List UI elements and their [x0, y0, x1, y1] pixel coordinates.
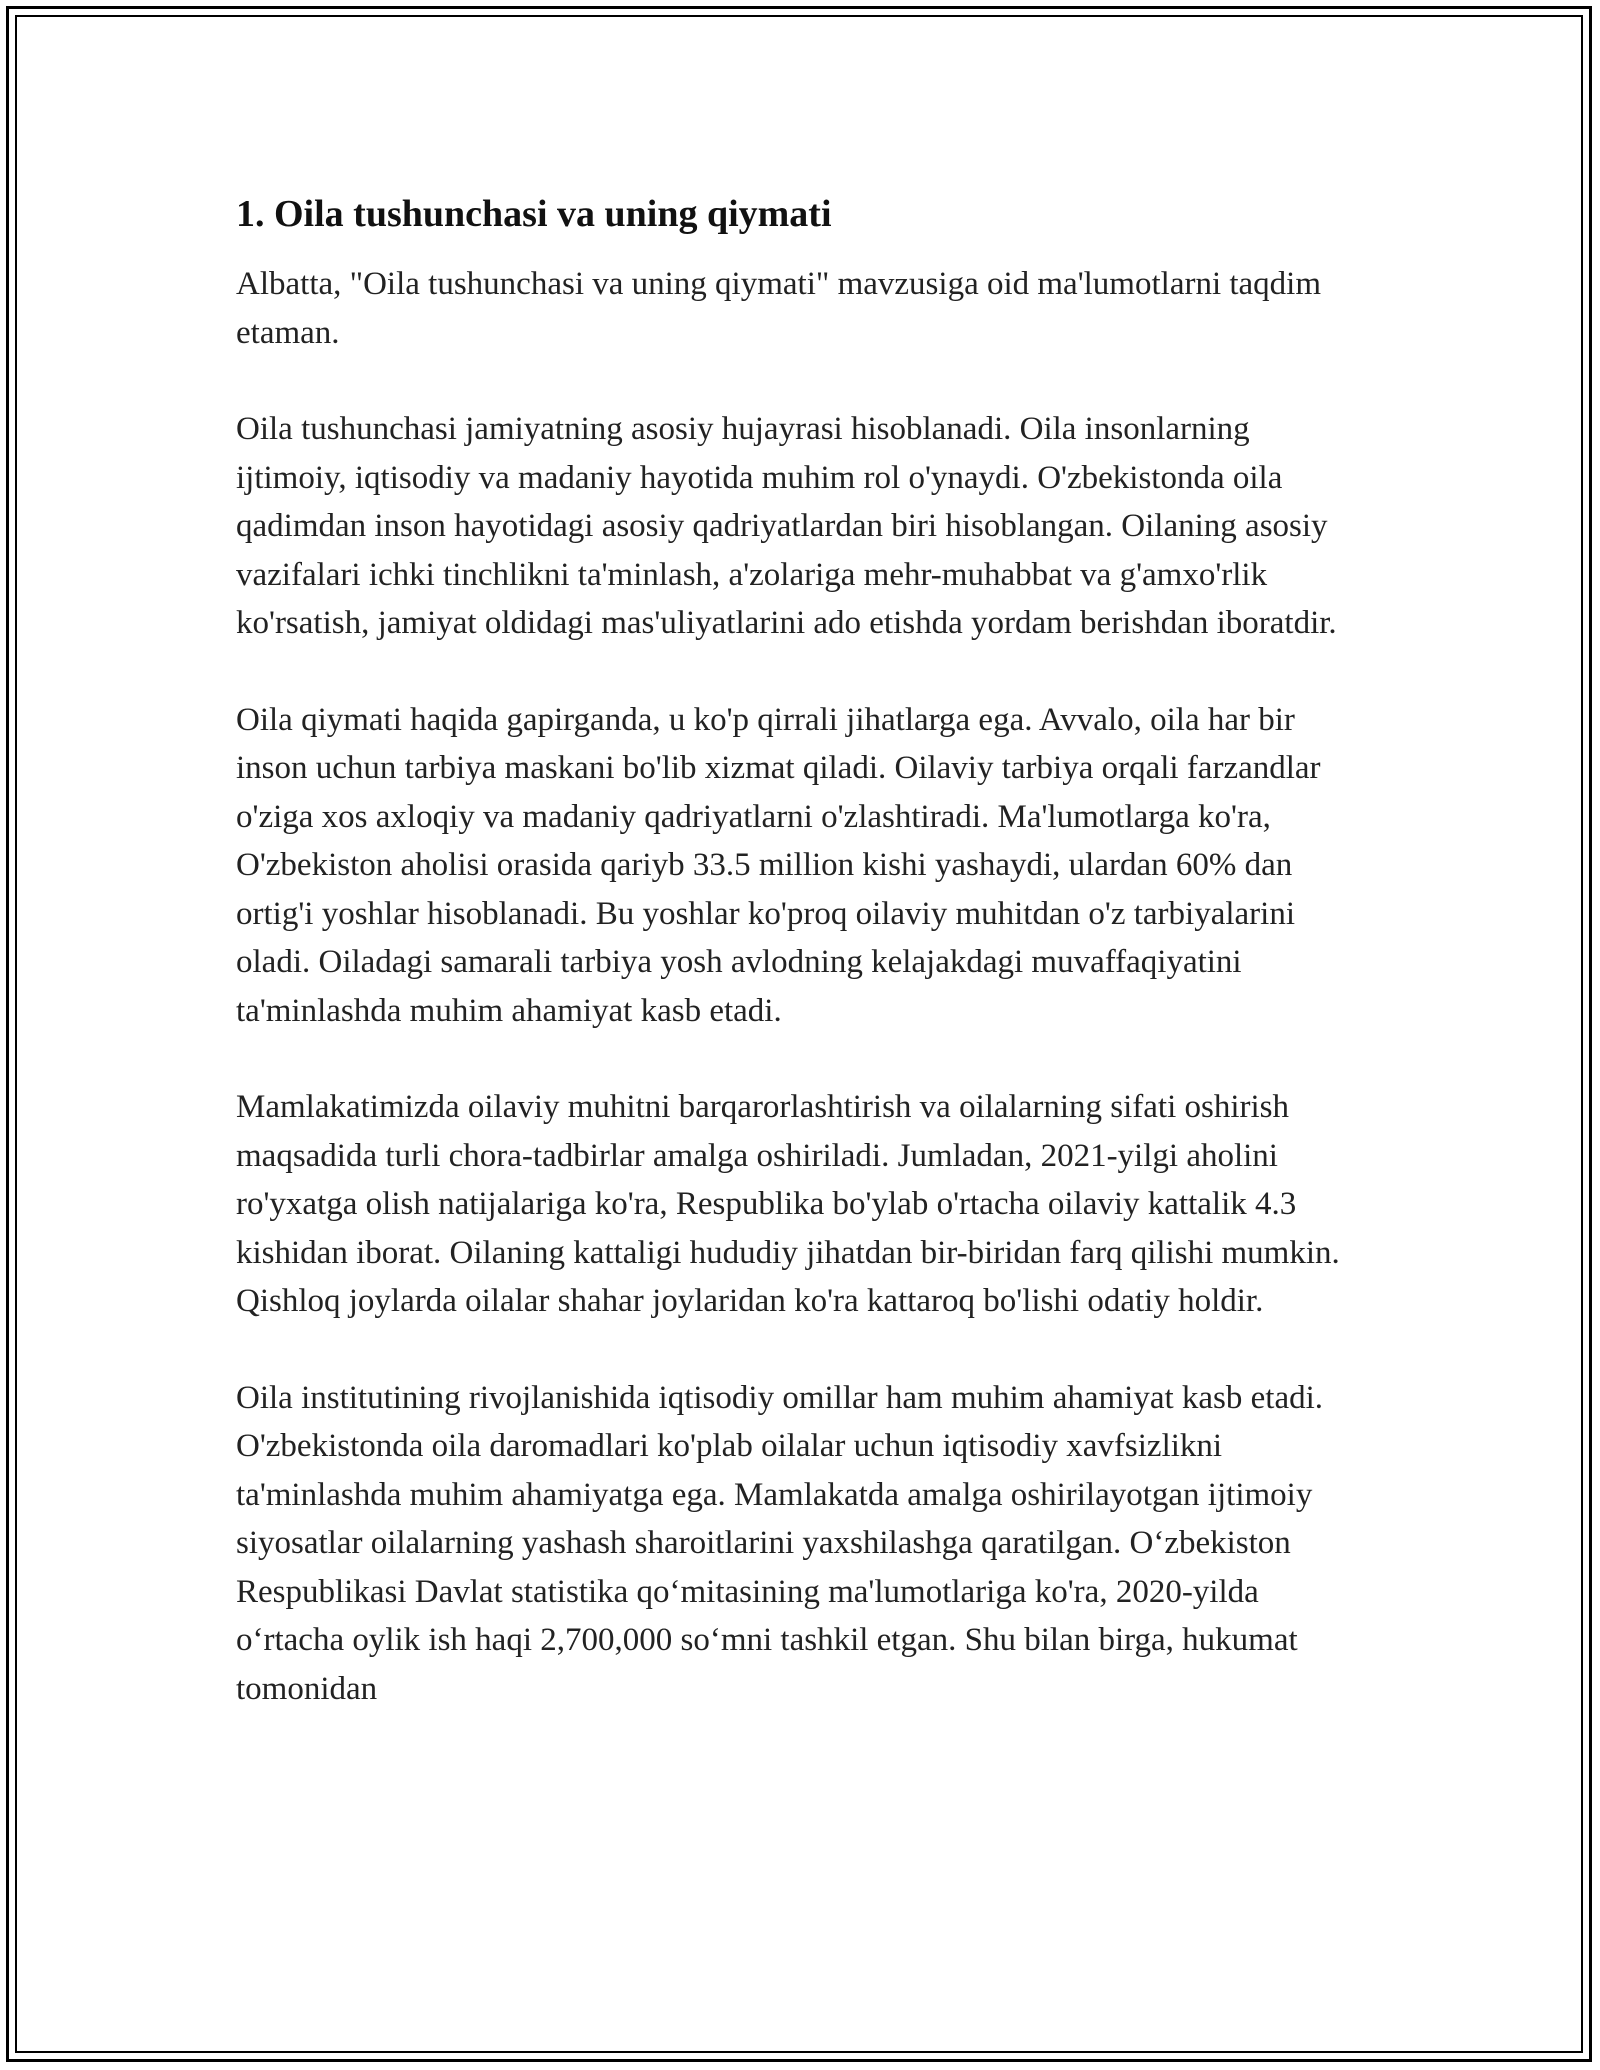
section-heading: 1. Oila tushunchasi va uning qiymati — [236, 193, 832, 235]
document-body — [236, 186, 1366, 1761]
family-size-paragraph: Mamlakatimizda oilaviy muhitni barqarorlashtirish va oilalarning sifati oshirish maqsadida turli chora-tadbirlar amalga oshiriladi. Jumladan, 2021-yilgi aholini ro'yxatga olish natijalariga ko'ra, Respublika bo'ylab o'rtacha oilaviy kattalik 4.3 kishidan iborat. Oilaning kattaligi hududiy jihatdan bir-biridan farq qilishi mumkin. Qishloq joylarda oilalar shahar joylaridan ko'ra kattaroq bo'lishi odatiy holdir. — [236, 1089, 1340, 1319]
economic-factors-paragraph: Oila institutining rivojlanishida iqtisodiy omillar ham muhim ahamiyat kasb etadi. O'zbekistonda oila daromadlari ko'plab oilalar uchun iqtisodiy xavfsizlikni ta'minlashda muhim ahamiyatga ega. Mamlakatda amalga oshirilayotgan ijtimoiy siyosatlar oilalarning yashash sharoitlarini yaxshilashga qaratilgan. O‘zbekiston Respublikasi Davlat statistika qo‘mitasining ma'lumotlariga ko'ra, 2020-yilda o‘rtacha oylik ish haqi 2,700,000 so‘mni tashkil etgan. Shu bilan birga, hukumat tomonidan — [236, 1379, 1324, 1707]
family-value-paragraph: Oila qiymati haqida gapirganda, u ko'p qirrali jihatlarga ega. Avvalo, oila har bir inson uchun tarbiya maskani bo'lib xizmat qiladi. Oilaviy tarbiya orqali farzandlar o'ziga xos axloqiy va madaniy qadriyatlarni o'zlashtiradi. Ma'lumotlarga ko'ra, O'zbekiston aholisi orasida qariyb 33.5 million kishi yashaydi, ulardan 60% dan ortig'i yoshlar hisoblanadi. Bu yoshlar ko'proq oilaviy muhitdan o'z tarbiyalarini oladi. Oiladagi samarali tarbiya yosh avlodning kelajakdagi muvaffaqiyatini ta'minlashda muhim ahamiyat kasb etadi. — [236, 701, 1321, 1029]
intro-paragraph: Albatta, "Oila tushunchasi va uning qiymati" mavzusiga oid ma'lumotlarni taqdim etaman. — [236, 266, 1322, 351]
family-concept-paragraph: Oila tushunchasi jamiyatning asosiy hujayrasi hisoblanadi. Oila insonlarning ijtimoiy, iqtisodiy va madaniy hayotida muhim rol o'ynaydi. O'zbekistonda oila qadimdan inson hayotidagi asosiy qadriyatlardan biri hisoblangan. Oilaning asosiy vazifalari ichki tinchlikni ta'minlash, a'zolariga mehr-muhabbat va g'amxo'rlik ko'rsatish, jamiyat oldidagi mas'uliyatlarini ado etishda yordam berishdan iboratdir. — [236, 411, 1337, 641]
